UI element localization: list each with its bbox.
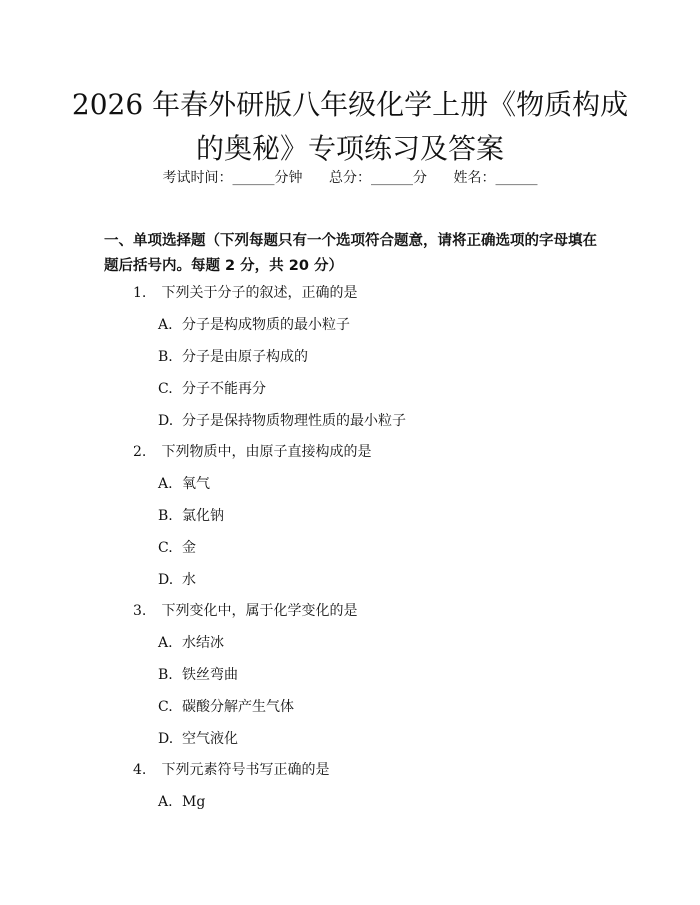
option-text: 空气液化 bbox=[182, 731, 238, 747]
option-letter: A. bbox=[158, 794, 173, 810]
option-letter: A. bbox=[158, 635, 173, 651]
question-number: 4. bbox=[133, 762, 147, 778]
question-1 bbox=[133, 283, 357, 303]
exam-time-label: 考试时间：______分钟 bbox=[162, 170, 303, 186]
option-letter: C. bbox=[158, 381, 173, 397]
option-letter: D. bbox=[158, 731, 174, 747]
question-text: 下列变化中，属于化学变化的是 bbox=[161, 603, 358, 619]
option-text: 铁丝弯曲 bbox=[182, 667, 238, 683]
question-2-option-c bbox=[158, 538, 196, 558]
question-number: 2. bbox=[133, 444, 147, 460]
question-1-option-b bbox=[158, 347, 308, 367]
option-text: 碳酸分解产生气体 bbox=[182, 699, 294, 715]
question-2-option-a bbox=[158, 474, 210, 494]
option-text: 分子是保持物质物理性质的最小粒子 bbox=[182, 413, 406, 429]
document-title: 2026 年春外研版八年级化学上册《物质构成的奥秘》专项练习及答案 bbox=[71, 88, 629, 165]
total-score-label: 总分：______分 bbox=[329, 170, 427, 186]
option-text: 水结冰 bbox=[182, 635, 224, 651]
question-text: 下列物质中，由原子直接构成的是 bbox=[161, 444, 372, 460]
question-3-option-a bbox=[158, 633, 224, 653]
option-letter: A. bbox=[158, 317, 173, 333]
question-3-option-d bbox=[158, 729, 238, 749]
option-text: Mg bbox=[182, 794, 206, 810]
option-letter: A. bbox=[158, 476, 173, 492]
option-text: 水 bbox=[182, 572, 196, 588]
exam-meta bbox=[0, 168, 700, 188]
question-number: 1. bbox=[133, 285, 147, 301]
question-2 bbox=[133, 442, 371, 462]
option-letter: D. bbox=[158, 413, 174, 429]
question-2-option-b bbox=[158, 506, 224, 526]
student-name-label: 姓名：______ bbox=[453, 170, 538, 186]
option-letter: C. bbox=[158, 699, 173, 715]
option-text: 氧气 bbox=[182, 476, 210, 492]
option-letter: D. bbox=[158, 572, 174, 588]
option-text: 氯化钠 bbox=[182, 508, 224, 524]
option-letter: B. bbox=[158, 667, 173, 683]
question-number: 3. bbox=[133, 603, 147, 619]
question-text: 下列关于分子的叙述，正确的是 bbox=[161, 285, 358, 301]
question-3 bbox=[133, 601, 357, 621]
question-1-option-a bbox=[158, 315, 350, 335]
option-letter: C. bbox=[158, 540, 173, 556]
question-4 bbox=[133, 760, 329, 780]
question-1-option-c bbox=[158, 379, 266, 399]
question-1-option-d bbox=[158, 411, 406, 431]
section-heading: 一、单项选择题（下列每题只有一个选项符合题意，请将正确选项的字母填在题后括号内。每题 2 分，共 20 分） bbox=[104, 233, 597, 274]
option-text: 分子不能再分 bbox=[182, 381, 266, 397]
option-letter: B. bbox=[158, 508, 173, 524]
option-letter: B. bbox=[158, 349, 173, 365]
question-3-option-b bbox=[158, 665, 238, 685]
option-text: 分子是构成物质的最小粒子 bbox=[182, 317, 350, 333]
question-text: 下列元素符号书写正确的是 bbox=[161, 762, 330, 778]
question-3-option-c bbox=[158, 697, 294, 717]
question-4-option-a bbox=[158, 792, 205, 812]
option-text: 分子是由原子构成的 bbox=[182, 349, 308, 365]
option-text: 金 bbox=[182, 540, 196, 556]
question-2-option-d bbox=[158, 570, 196, 590]
